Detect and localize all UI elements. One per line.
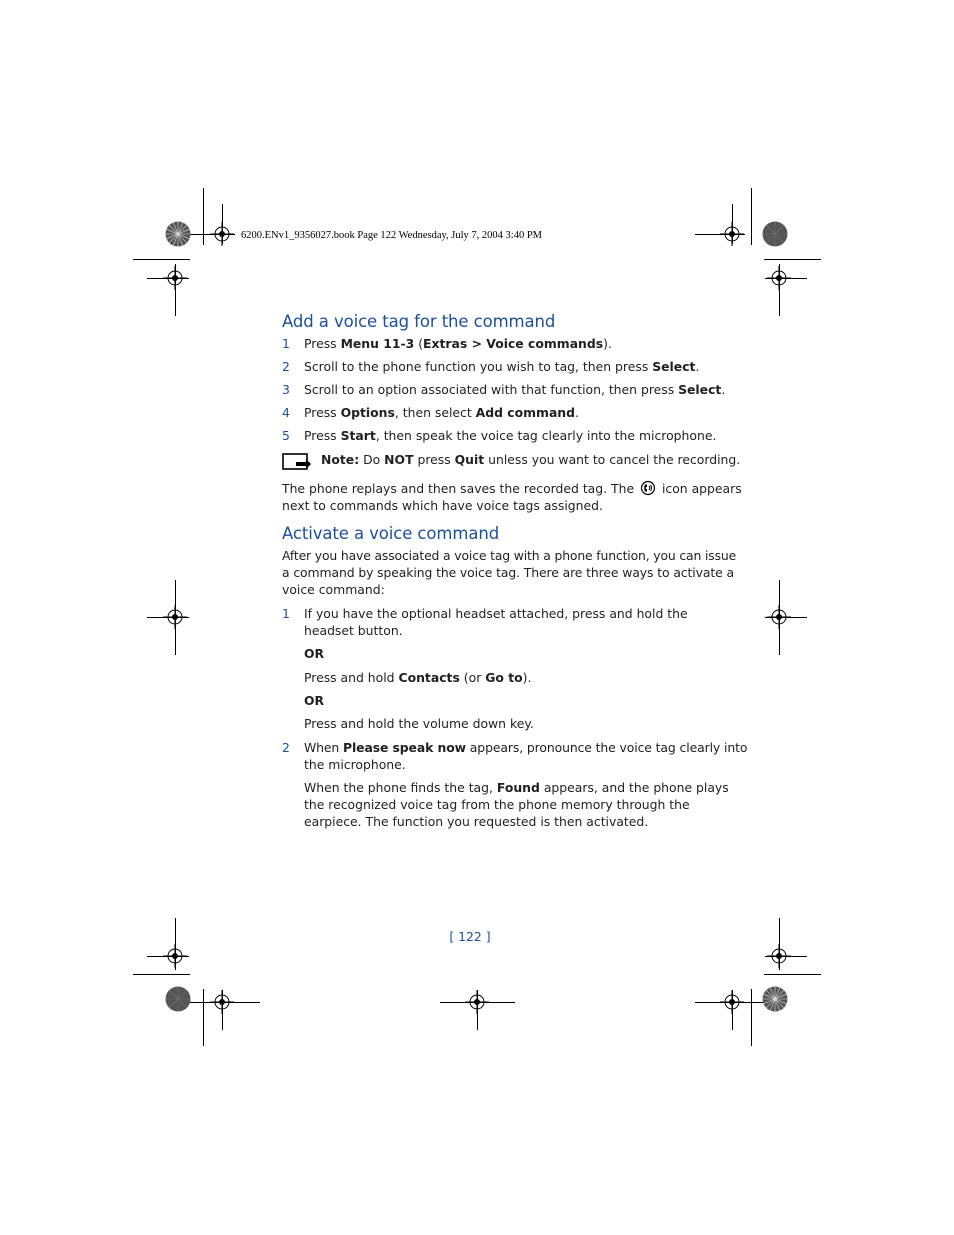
paragraph-text: The phone replays and then saves the recorded tag. The	[282, 481, 639, 496]
step-text: appears, pronounce the voice tag clearly into	[465, 740, 748, 755]
note-text: press	[413, 452, 455, 467]
step-3	[282, 381, 726, 398]
key-label: Select	[678, 382, 722, 397]
step-number: 5	[282, 428, 290, 443]
key-label: Options	[340, 405, 395, 420]
step-number: 4	[282, 405, 290, 420]
step-2	[282, 358, 700, 375]
key-label: Add command	[475, 405, 575, 420]
step-number: 1	[282, 336, 290, 351]
replay-paragraph	[282, 480, 742, 514]
step-text: Scroll to the phone function you wish to tag, then press	[304, 359, 653, 374]
step-text: Press	[304, 405, 341, 420]
note-label: Note:	[321, 452, 360, 467]
step-text: the microphone.	[304, 757, 406, 772]
step-1	[282, 335, 684, 352]
step-text: , then select	[394, 405, 476, 420]
key-label: Quit	[454, 452, 485, 467]
step-text: ).	[522, 670, 532, 685]
page-number: [ 122 ]	[449, 929, 491, 944]
paragraph-text: After you have associated a voice tag with a phone function, you can issue	[282, 548, 737, 563]
note-box	[282, 451, 741, 468]
activate-step-2	[282, 739, 748, 773]
step-text: the recognized voice tag from the phone memory through the	[304, 797, 690, 812]
step-text: Press and hold	[304, 670, 399, 685]
step-text: Scroll to an option associated with that function, then press	[304, 382, 679, 397]
step-text: .	[695, 359, 700, 374]
step-text: headset button.	[304, 623, 403, 638]
step-number: 2	[282, 359, 290, 374]
step-text: appears, and the phone plays	[539, 780, 729, 795]
key-label: Contacts	[398, 670, 460, 685]
starburst-mark-icon	[762, 221, 788, 247]
step-text: (	[414, 336, 424, 351]
step-number: 3	[282, 382, 290, 397]
print-slug: 6200.ENv1_9356027.book Page 122 Wednesday, July 7, 2004 3:40 PM	[241, 230, 543, 241]
menu-path: Extras > Voice commands	[423, 336, 604, 351]
step-5	[282, 427, 717, 444]
display-message: Please speak now	[343, 740, 466, 755]
key-label: Start	[340, 428, 376, 443]
step-number: 2	[282, 740, 290, 755]
starburst-mark-icon	[165, 986, 191, 1012]
step-text: When	[304, 740, 344, 755]
found-paragraph	[282, 779, 729, 830]
step-text: Press	[304, 336, 341, 351]
page-content	[282, 312, 748, 830]
paragraph-text: next to commands which have voice tags assigned.	[282, 498, 603, 513]
paragraph-text: voice command:	[282, 582, 385, 597]
section-title-activate-voice-command: Activate a voice command	[282, 524, 500, 543]
paragraph-text: a command by speaking the voice tag. There are three ways to activate a	[282, 565, 734, 580]
key-label: Select	[652, 359, 696, 374]
activate-step-1	[282, 605, 688, 639]
alternative-contacts	[282, 669, 684, 686]
starburst-mark-icon	[762, 986, 788, 1012]
starburst-mark-icon	[165, 221, 191, 247]
or-label-text: OR	[304, 693, 325, 708]
display-message: Found	[496, 780, 540, 795]
note-text: unless you want to cancel the recording.	[484, 452, 741, 467]
key-label: Go to	[485, 670, 523, 685]
menu-path: Menu 11-3	[340, 336, 415, 351]
step-text: (or	[459, 670, 486, 685]
note-hand-icon	[282, 452, 312, 472]
step-number: 1	[282, 606, 290, 621]
alternative-volume: Press and hold the volume down key.	[304, 716, 534, 731]
step-text: If you have the optional headset attached, press and hold the	[304, 606, 688, 621]
step-text: .	[721, 382, 726, 397]
step-text: ).	[603, 336, 612, 351]
voice-tag-icon	[640, 480, 656, 496]
step-text: Press	[304, 428, 341, 443]
step-text: earpiece. The function you requested is then activated.	[304, 814, 649, 829]
or-label	[282, 645, 684, 662]
steps-list	[282, 335, 726, 444]
step-text: , then speak the voice tag clearly into the microphone.	[375, 428, 717, 443]
or-label-text: OR	[304, 646, 325, 661]
or-label	[282, 692, 684, 709]
activate-intro	[282, 547, 737, 598]
step-text: When the phone finds the tag,	[304, 780, 497, 795]
note-text: Do	[359, 452, 385, 467]
section-title-add-voice-tag: Add a voice tag for the command	[282, 312, 556, 331]
paragraph-text: icon appears	[658, 481, 742, 496]
step-text: .	[575, 405, 579, 420]
note-emphasis: NOT	[384, 452, 414, 467]
step-4	[282, 404, 684, 421]
